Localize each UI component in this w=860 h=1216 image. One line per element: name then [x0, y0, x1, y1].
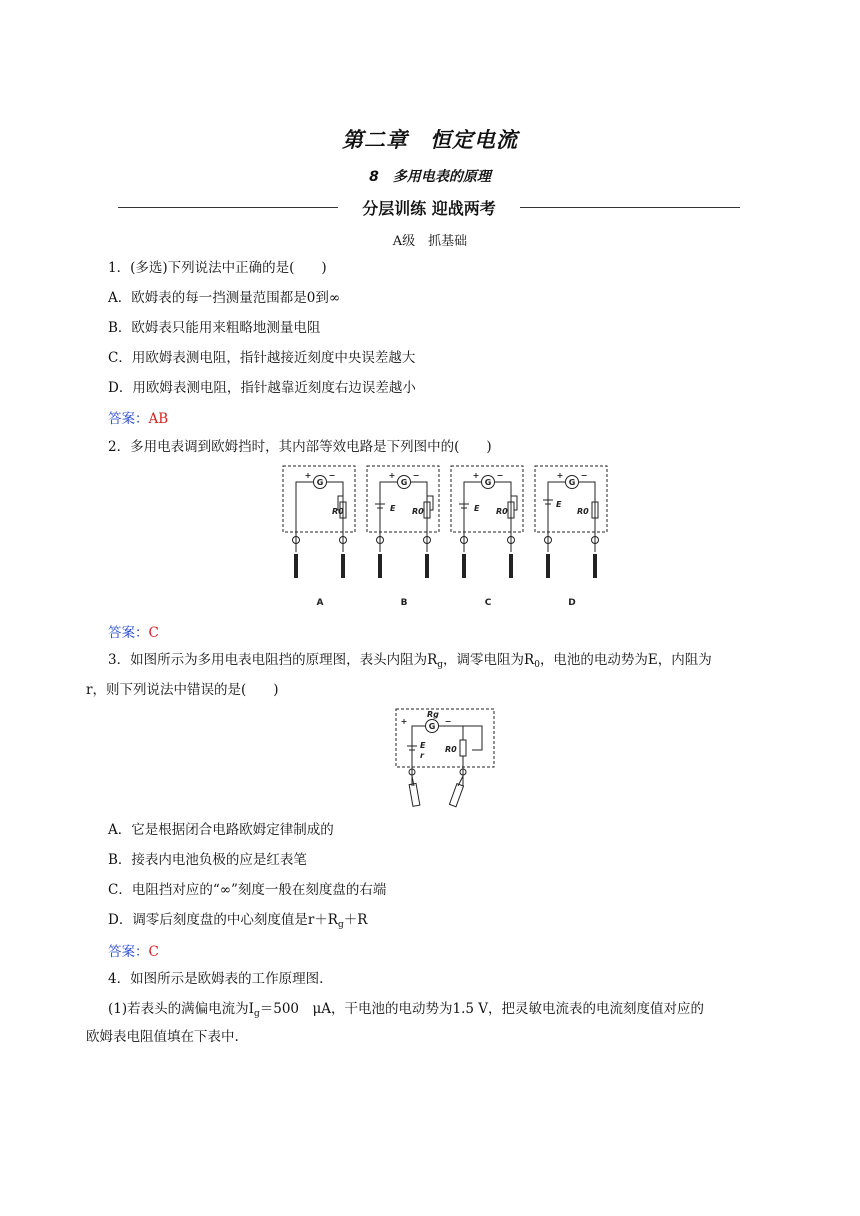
banner-rule-left: [118, 207, 338, 208]
q4-part1-line2: 欧姆表电阻值填在下表中.: [86, 1029, 239, 1045]
q3-option-c: C．电阻挡对应的“∞”刻度一般在刻度盘的右端: [108, 882, 387, 898]
q4-part1-text: (1)若表头的满偏电流为I: [108, 1001, 254, 1017]
subscript: g: [253, 1009, 260, 1019]
q2-answer: [108, 621, 159, 641]
banner-text: 分层训练 迎战两考: [362, 199, 496, 218]
figure-label-d: D: [568, 598, 576, 608]
q1-answer: [108, 407, 168, 427]
q2-circuit-figures: [280, 462, 612, 612]
plus-sign: +: [388, 471, 396, 480]
subscript: g: [437, 660, 444, 670]
galvanometer-label: G: [428, 722, 436, 731]
figure-label-c: C: [484, 598, 492, 608]
q1-stem: 1．(多选)下列说法中正确的是( ): [108, 260, 327, 276]
q2-stem: 2．多用电表调到欧姆挡时，其内部等效电路是下列图中的( ): [108, 439, 492, 455]
minus-sign: −: [580, 471, 588, 480]
q4-stem: 4．如图所示是欧姆表的工作原理图.: [108, 971, 324, 987]
answer-label: 答案：: [108, 625, 149, 641]
q1-option-a: A．欧姆表的每一挡测量范围都是0到∞: [108, 290, 341, 306]
chapter-title: 第二章 恒定电流: [342, 128, 518, 152]
answer-label: 答案：: [108, 411, 149, 427]
q3-option-d-text: D．调零后刻度盘的中心刻度值是r＋R: [108, 912, 338, 928]
r0-label: R0: [445, 745, 457, 754]
battery-label: E: [556, 500, 562, 509]
subscript: g: [337, 920, 344, 930]
answer-value: C: [148, 625, 159, 641]
q3-stem-text: ，电池的电动势为E，内阻为: [539, 652, 712, 668]
q3-stem-text: ，调零电阻为R: [443, 652, 535, 668]
q3-option-d: [108, 910, 367, 935]
minus-sign: −: [412, 471, 420, 480]
battery-label: E: [390, 504, 396, 513]
internal-resistance-label: r: [420, 751, 424, 760]
resistor-label: R0: [496, 507, 508, 516]
rg-label: Rg: [427, 710, 439, 719]
section-banner: [118, 196, 740, 220]
minus-sign: −: [328, 471, 336, 480]
q3-option-b: B．接表内电池负极的应是红表笔: [108, 852, 307, 868]
figure-label-b: B: [400, 598, 408, 608]
galvanometer-label: G: [568, 478, 576, 487]
galvanometer-label: G: [316, 478, 324, 487]
q3-circuit-figure: [392, 706, 498, 812]
galvanometer-label: G: [484, 478, 492, 487]
plus-sign: +: [400, 717, 408, 726]
plus-sign: +: [304, 471, 312, 480]
emf-label: E: [420, 741, 426, 750]
resistor-label: R0: [332, 507, 344, 516]
answer-value: AB: [148, 411, 169, 427]
resistor-label: R0: [577, 507, 589, 516]
minus-sign: −: [496, 471, 504, 480]
level-heading: A级 抓基础: [392, 234, 468, 249]
section-title: 8 多用电表的原理: [369, 169, 491, 185]
figure-label-a: A: [316, 598, 324, 608]
galvanometer-label: G: [400, 478, 408, 487]
q3-option-d-text: ＋R: [343, 912, 368, 928]
minus-sign: −: [444, 717, 452, 726]
plus-sign: +: [472, 471, 480, 480]
q3-option-a: A．它是根据闭合电路欧姆定律制成的: [108, 822, 334, 838]
q3-stem-text: 3．如图所示为多用电表电阻挡的原理图，表头内阻为R: [108, 652, 438, 668]
q4-part1-line1: [108, 999, 704, 1024]
answer-value: C: [148, 944, 159, 960]
plus-sign: +: [556, 471, 564, 480]
q3-stem-line2: r，则下列说法中错误的是( ): [86, 682, 279, 698]
q3-stem-line1: [108, 650, 712, 675]
q1-option-b: B．欧姆表只能用来粗略地测量电阻: [108, 320, 321, 336]
answer-label: 答案：: [108, 944, 149, 960]
q4-part1-text: ＝500 μA，干电池的电动势为1.5 V，把灵敏电流表的电流刻度值对应的: [259, 1001, 705, 1017]
resistor-label: R0: [412, 507, 424, 516]
q1-option-c: C．用欧姆表测电阻，指针越接近刻度中央误差越大: [108, 350, 416, 366]
banner-rule-right: [520, 207, 740, 208]
q1-option-d: D．用欧姆表测电阻，指针越靠近刻度右边误差越小: [108, 380, 416, 396]
battery-label: E: [474, 504, 480, 513]
subscript: 0: [534, 660, 540, 670]
q3-answer: [108, 940, 159, 960]
